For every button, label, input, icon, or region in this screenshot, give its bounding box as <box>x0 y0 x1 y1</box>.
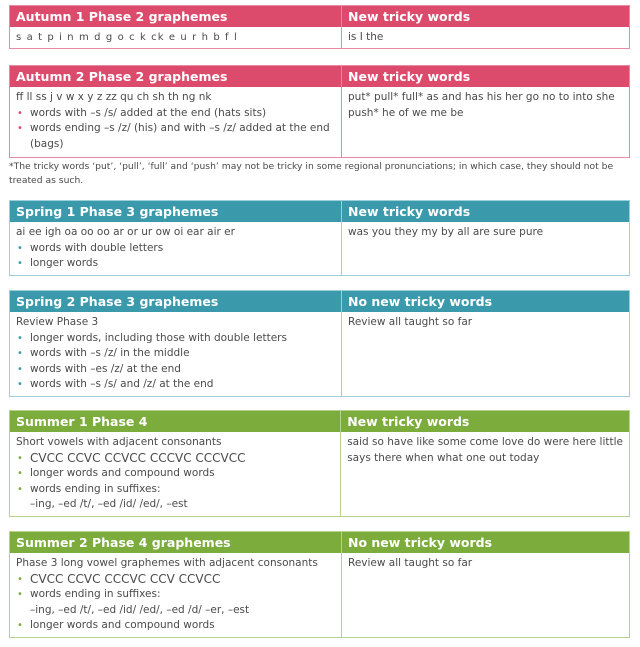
list-item: • words ending in suffixes: <box>16 482 334 498</box>
bullet-icon: • <box>17 123 23 134</box>
list-item: • words with –s /s/ added at the end (hats sits) <box>16 106 335 122</box>
list-item: • words ending in suffixes: <box>16 587 335 603</box>
graphemes-list: ff ll ss j v w x y z zz qu ch sh th ng nk <box>16 91 212 103</box>
list-item: • words ending –s /z/ (his) and with –s /z/ added at the end <box>16 121 335 137</box>
list-item: • longer words, including those with double letters <box>16 331 335 347</box>
section-intro: Review Phase 3 <box>16 316 99 328</box>
list-item: • words with –s /s/ and /z/ at the end <box>16 377 335 393</box>
tricky-words-header: New tricky words <box>342 201 629 222</box>
section-autumn1 <box>9 5 630 49</box>
tricky-words-column <box>341 411 629 516</box>
list-item: • longer words and compound words <box>16 466 334 482</box>
tricky-words-column <box>342 6 629 48</box>
tricky-words-text: says there when what one out today <box>347 451 540 464</box>
section-summer2 <box>9 531 630 638</box>
section-header: Spring 1 Phase 3 graphemes <box>10 201 341 222</box>
tricky-words-text: put* pull* full* as and has his her go no to into she <box>348 91 615 103</box>
tricky-words-text: push* he of we me be <box>348 106 464 119</box>
bullet-list <box>16 331 335 393</box>
section-summer1 <box>9 410 630 517</box>
tricky-words-text: Review all taught so far <box>348 557 473 569</box>
tricky-words-text: Review all taught so far <box>348 316 473 328</box>
section-header: Spring 2 Phase 3 graphemes <box>10 291 341 312</box>
tricky-words-text: was you they my by all are sure pure <box>348 226 544 238</box>
bullet-icon: • <box>17 573 23 585</box>
graphemes-list: s a t p i n m d g o c k ck e u r h b f l <box>16 32 238 43</box>
section-header: Summer 2 Phase 4 graphemes <box>10 532 341 553</box>
list-item: • CVCC CCVC CCVCC CCCVC CCCVCC <box>17 450 246 465</box>
graphemes-column <box>10 66 342 157</box>
bullet-list <box>16 106 335 137</box>
list-item: • CVCC CCVC CCCVC CCV CCVCC <box>17 571 221 586</box>
tricky-words-header: No new tricky words <box>342 291 629 312</box>
section-intro: Phase 3 long vowel graphemes with adjacent consonants <box>16 557 318 569</box>
bullet-list <box>16 241 335 272</box>
graphemes-column <box>10 201 342 275</box>
graphemes-list: ai ee igh oa oo oo ar or ur ow oi ear air er <box>16 226 235 238</box>
bullet-icon: • <box>17 258 23 269</box>
section-spring2 <box>9 290 630 397</box>
tricky-words-column <box>342 291 629 396</box>
footnote: *The tricky words ‘put’, ‘pull’, ‘full’ and ‘push’ may not be tricky in some regional pronunciations; in which case, they should not be treated as such. <box>9 161 614 186</box>
tricky-words-column <box>342 201 629 275</box>
section-header: Autumn 1 Phase 2 graphemes <box>10 6 341 27</box>
list-item-continuation: –ing, –ed /t/, –ed /id/ /ed/, –ed /d/ –er, –est <box>30 603 250 616</box>
section-intro: Short vowels with adjacent consonants <box>16 436 222 448</box>
tricky-words-text: is I the <box>348 31 384 43</box>
bullet-icon: • <box>17 379 23 390</box>
bullet-icon: • <box>17 332 23 344</box>
bullet-icon: • <box>17 107 23 119</box>
bullet-icon: • <box>17 620 23 631</box>
tricky-words-header: New tricky words <box>341 411 629 432</box>
bullet-icon: • <box>17 589 23 600</box>
bullet-icon: • <box>17 483 23 495</box>
list-item: • words with –es /z/ at the end <box>16 362 335 378</box>
bullet-icon: • <box>17 363 23 375</box>
tricky-words-header: New tricky words <box>342 66 629 87</box>
graphemes-column <box>10 6 342 48</box>
list-item: • longer words and compound words <box>16 618 335 634</box>
list-item: • words with –s /z/ in the middle <box>16 346 335 362</box>
list-item-continuation: –ing, –ed /t/, –ed /id/ /ed/, –est <box>30 498 188 510</box>
tricky-words-column <box>342 532 629 637</box>
bullet-icon: • <box>17 468 23 479</box>
tricky-words-column <box>342 66 629 157</box>
graphemes-column <box>10 291 342 396</box>
bullet-list <box>16 451 334 498</box>
tricky-words-header: New tricky words <box>342 6 629 27</box>
graphemes-column <box>10 411 341 516</box>
bullet-icon: • <box>17 452 23 464</box>
bullet-list <box>16 572 335 603</box>
section-header: Autumn 2 Phase 2 graphemes <box>10 66 341 87</box>
bullet-icon: • <box>17 242 23 254</box>
graphemes-column <box>10 532 342 637</box>
bullet-icon: • <box>17 348 23 359</box>
section-spring1 <box>9 200 630 276</box>
list-item: • words with double letters <box>16 241 335 257</box>
section-autumn2 <box>9 65 630 158</box>
bullet-list <box>16 618 335 634</box>
list-item: • longer words <box>16 256 335 272</box>
section-header: Summer 1 Phase 4 <box>10 411 340 432</box>
list-item-continuation: (bags) <box>30 137 64 150</box>
tricky-words-header: No new tricky words <box>342 532 629 553</box>
tricky-words-text: said so have like some come love do were here little <box>347 436 623 448</box>
